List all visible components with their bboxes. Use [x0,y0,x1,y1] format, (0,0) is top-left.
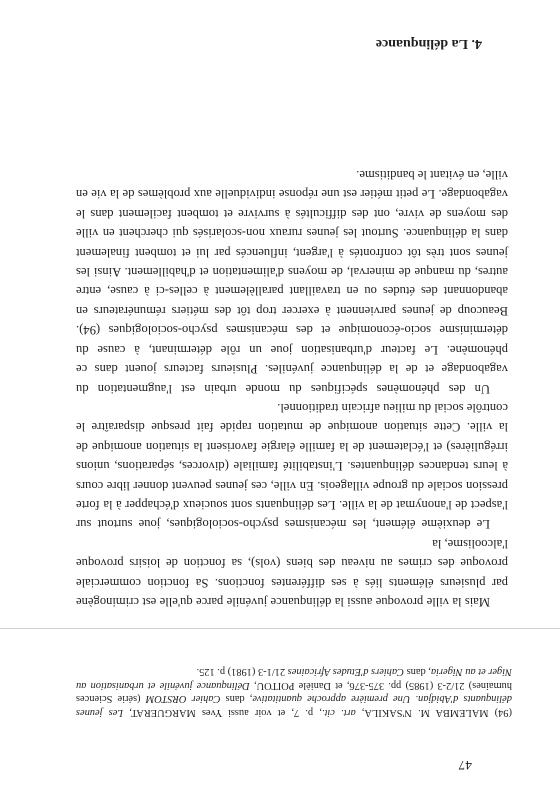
footnote-part: Cahiers d'Etudes Africaines [287,666,405,678]
body-text [76,165,508,611]
footnote-separator [0,628,560,629]
footnote-part: Délinquance juvénile et urbanisation au Niger et au Nigeria [76,666,512,691]
paragraph: Le deuxième élément, les mécanismes psycho-sociologiques, joue surtout sur l'aspect de l'anonymat de la ville. Les délinquants sont soucieux d'échapper à la forte pression sociale du groupe villageois. En ville, ces jeunes peuvent donner libre cours à leurs tendances délinquantes. L'instabilité familiale (divorces, séparations, unions irrégulières) et l'éclatement de la famille élargie favorisent la situation anomique de la ville. Cette situation anomique de mutation rapide fait presque disparaître le contrôle social du milieu africain traditionnel. [76,400,508,532]
footnote-part: Cahier ORSTOM [145,693,221,705]
paragraph: Mais la ville provoque aussi la délinquance juvénile parce qu'elle est criminogène par plusieurs éléments liés à ses différentes fonctions. Sa fonction commerciale provoque des crimes au niveau des biens (vols), sa fonction de loisirs provoque l'alcoolisme, la [76,536,508,609]
footnotes [76,665,512,719]
footnote-part: , p. 7, et voir aussi Yves MARGUERAT, [123,707,322,718]
footnote-part: Les jeunes délinquants d'Abidjan. Une première approche quantitative [76,693,512,718]
paragraph: Un des phénomènes spécifiques du monde urbain est l'augmentation du vagabondage et de la délinquance juvéniles. Plusieurs facteurs jouent dans ce phénomène. Le facteur d'urbanisation joue un rôle déterminant, à cause du déterminisme socio-économique et des mécanismes psycho-sociologiques (94). Beaucoup de jeunes parviennent à exercer trop tôt des métiers rémunérateurs en abandonnant des études ou en travaillant parallèlement à celles-ci à cause, entre autres, du manque de minerval, de moyens d'alimentation et d'habillement. Ainsi les jeunes sont très tôt confrontés à l'argent, influencés par lui et tombent finalement dans la délinquance. Surtout les jeunes ruraux non-scolarisés qui cherchent en ville des moyens de vivre, ont des difficultés à survivre et tombent facilement dans le vagabondage. Le petit métier est une réponse individuelle aux problèmes de la vie en ville, en évitant le banditisme. [76,168,508,396]
page-number: 47 [458,758,472,773]
section-heading: 4. La délinquance [375,36,482,51]
footnote-94 [76,665,512,719]
footnote-part: , dans [404,666,431,678]
footnote-part: (94) MALEMBA M. N'SAKILA, [355,707,512,718]
footnote-part: , dans [220,693,253,705]
footnote-part: (série Sciences humaines) 21/2-3 (1985) pp. 375-376, et Danièle POITOU, [75,679,512,705]
footnote-part: 21/1-3 (1981) p. 125. [196,666,288,678]
footnote-part: art. cit. [321,707,356,718]
